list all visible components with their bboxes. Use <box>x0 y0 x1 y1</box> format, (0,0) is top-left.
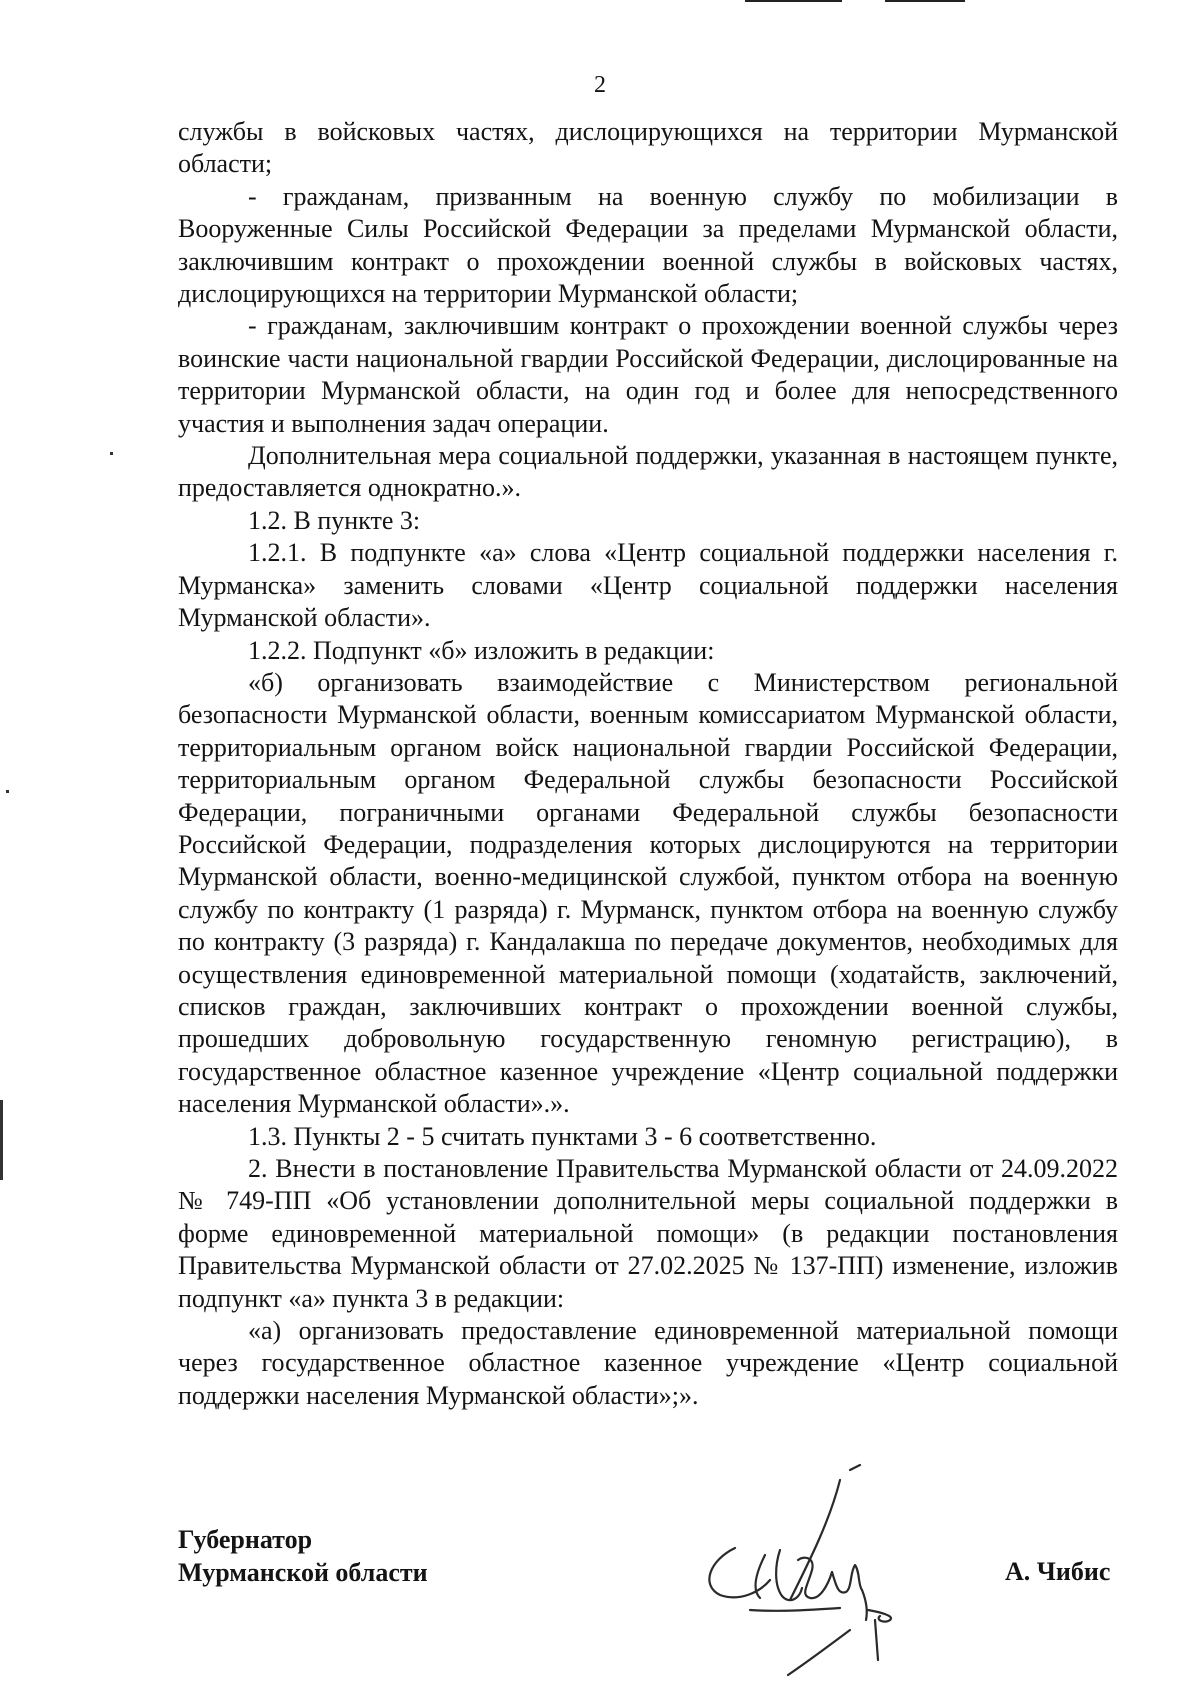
paragraph: 1.2. В пункте 3: <box>248 505 421 535</box>
page-number: 2 <box>594 72 606 98</box>
document-body <box>178 116 1118 1412</box>
signatory-title: Губернатор <box>178 1525 313 1554</box>
paragraph: 1.2.1. В подпункте «а» слова «Центр социальной поддержки населения г. Мурманска» заменить словами «Центр социальной поддержки населения Мурманской области». <box>178 538 1118 633</box>
signatory-name: А. Чибис <box>1005 1557 1111 1586</box>
scan-artifact-dot <box>6 790 9 793</box>
scan-artifact-dot <box>110 452 113 455</box>
scan-edge-line <box>885 0 965 2</box>
paragraph: - гражданам, призванным на военную службу по мобилизации в Вооруженные Силы Российской Федерации за пределами Мурманской области, заключившим контракт о прохождении военной службы в войсковых частях, дислоцирующихся на территории Мурманской области; <box>178 181 1118 309</box>
paragraph: службы в войсковых частях, дислоцирующихся на территории Мурманской области; <box>178 117 1118 179</box>
paragraph: «а) организовать предоставление единовременной материальной помощи через государственное областное казенное учреждение «Центр социальной поддержки населения Мурманской области»;». <box>178 1316 1118 1410</box>
scan-artifact-line <box>0 1100 3 1180</box>
paragraph: 1.3. Пункты 2 - 5 считать пунктами 3 - 6 соответственно. <box>248 1121 877 1151</box>
signatory-region: Мурманской области <box>178 1558 428 1587</box>
paragraph: «б) организовать взаимодействие с Министерством региональной безопасности Мурманской области, военным комиссариатом Мурманской области, территориальным органом войск национальной гвардии Российской Федерации, территориальным органом Федеральной службы безопасности Российской Федерации, пограничными органами Федеральной службы безопасности Российской Федерации, подразделения которых дислоцируются на территории Мурманской области, военно-медицинской службой, пунктом отбора на военную службу по контракту (1 разряда) г. Мурманск, пунктом отбора на военную службу по контракту (3 разряда) г. Кандалакша по передаче документов, необходимых для осуществления единовременной материальной помощи (ходатайств, заключений, списков граждан, заключивших контракт о прохождении военной службы, прошедших добровольную государственную геномную регистрацию), в государственное областное казенное учреждение «Центр социальной поддержки населения Мурманской области».». <box>178 667 1118 1119</box>
paragraph: 1.2.2. Подпункт «б» изложить в редакции: <box>248 635 715 665</box>
paragraph: - гражданам, заключившим контракт о прохождении военной службы через воинские части национальной гвардии Российской Федерации, дислоцированные на территории Мурманской области, на один год и более для непосредственного участия и выполнения задач операции. <box>178 311 1118 438</box>
paragraph: 2. Внести в постановление Правительства Мурманской области от 24.09.2022 № 749-ПП «Об установлении дополнительной меры социальной поддержки в форме единовременной материальной помощи» (в редакции постановления Правительства Мурманской области от 27.02.2025 № 137-ПП) изменение, изложив подпункт «а» пункта 3 в редакции: <box>178 1154 1118 1313</box>
scan-edge-line <box>745 0 842 2</box>
paragraph: Дополнительная мера социальной поддержки, указанная в настоящем пункте, предоставляется однократно.». <box>178 441 1118 503</box>
signatory-position <box>178 1523 428 1589</box>
handwritten-signature <box>690 1460 930 1685</box>
